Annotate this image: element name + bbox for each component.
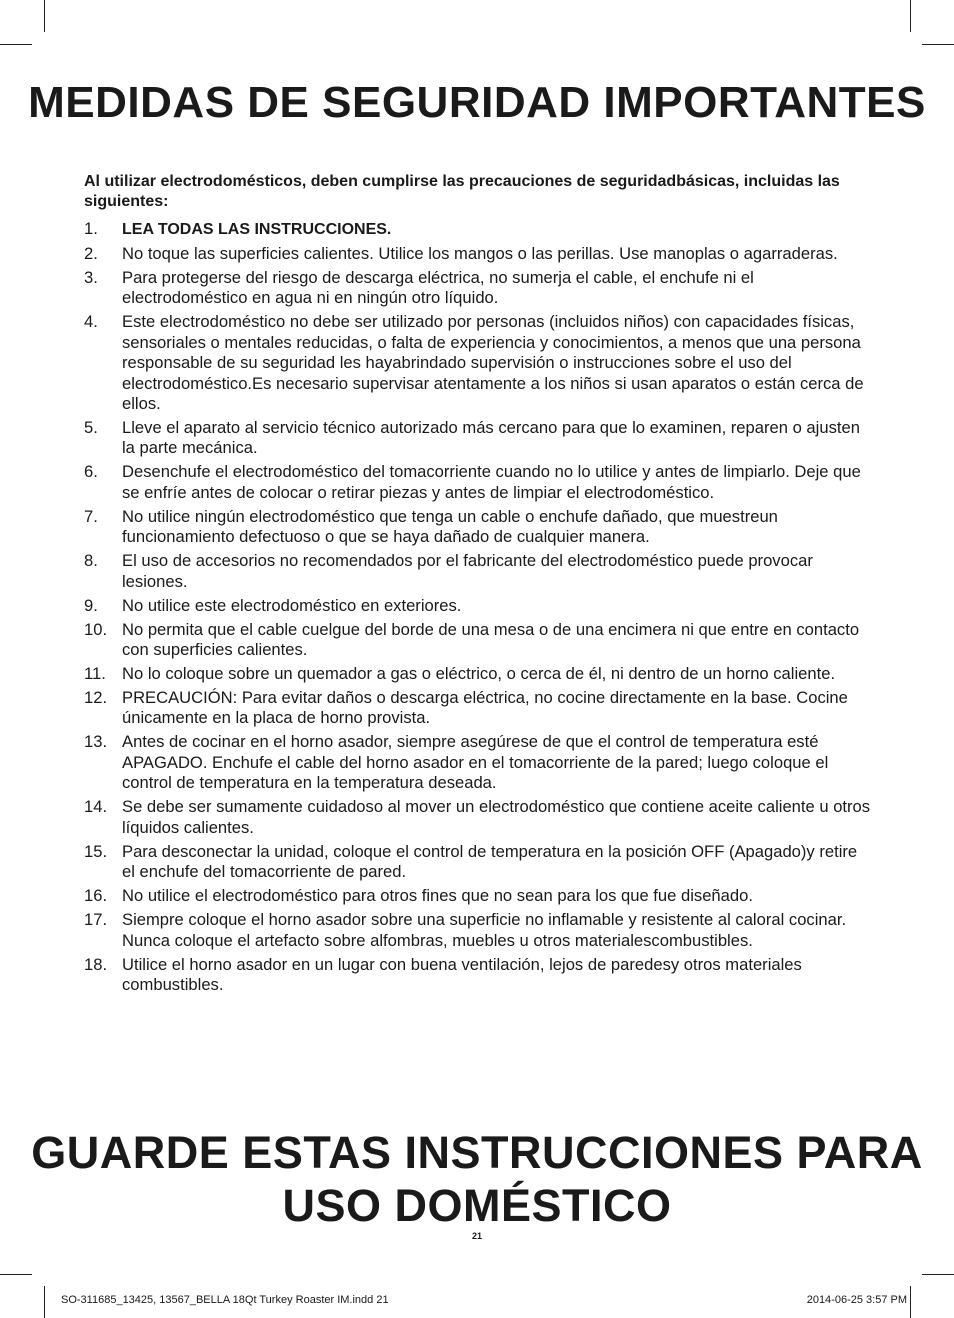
list-item: 12. PRECAUCIÓN: Para evitar daños o descarga eléctrica, no cocine directamente en la base. Cocine únicamente en la placa de horno provista. <box>84 688 848 728</box>
crop-mark <box>0 1274 32 1275</box>
safety-list <box>84 219 874 999</box>
list-item: 17. Siempre coloque el horno asador sobre una superficie no inflamable y resistente al caloral cocinar. Nunca coloque el artefacto sobre alfombras, muebles u otros materialescombustibles. <box>84 910 847 950</box>
list-item: 2. No toque las superficies calientes. Utilice los mangos o las perillas. Use manoplas o agarraderas. <box>84 244 838 263</box>
list-item: 4. Este electrodoméstico no debe ser utilizado por personas (incluidos niños) con capacidades físicas, sensoriales o mentales reducidas, o falta de experiencia y conocimientos, a menos que una persona responsable de su seguridad les hayabrindado supervisión o instrucciones sobre el uso del electrodoméstico.Es necesario supervisar atentamente a los niños si usan aparatos o están cerca de ellos. <box>84 312 864 414</box>
list-item: 1. LEA TODAS LAS INSTRUCCIONES. <box>84 219 392 238</box>
closing-title: GUARDE ESTAS INSTRUCCIONES PARA USO DOMÉSTICO <box>31 1127 923 1231</box>
list-item: 18. Utilice el horno asador en un lugar con buena ventilación, lejos de paredesy otros materiales combustibles. <box>84 954 802 994</box>
list-item: 3. Para protegerse del riesgo de descarga eléctrica, no sumerja el cable, el enchufe ni el electrodoméstico en agua ni en ningún otro líquido. <box>84 268 754 308</box>
page-number: 21 <box>471 1231 482 1241</box>
list-item: 9. No utilice este electrodoméstico en exteriores. <box>84 595 462 615</box>
list-item: 8. El uso de accesorios no recomendados por el fabricante del electrodoméstico puede provocar lesiones. <box>84 551 813 591</box>
list-item: 13. Antes de cocinar en el horno asador, siempre asegúrese de que el control de temperatura esté APAGADO. Enchufe el cable del horno asador en el tomacorriente de la pared; luego coloque el control de temperatura en la temperatura deseada. <box>84 732 829 793</box>
list-item: 5. Lleve el aparato al servicio técnico autorizado más cercano para que lo examinen, reparen o ajusten la parte mecánica. <box>84 418 860 458</box>
footer-timestamp: 2014-06-25 3:57 PM <box>806 1294 907 1306</box>
list-item: 7. No utilice ningún electrodoméstico que tenga un cable o enchufe dañado, que muestreun funcionamiento defectuoso o que se haya dañado de cualquier manera. <box>84 506 778 547</box>
list-item: 11. No lo coloque sobre un quemador a gas o eléctrico, o cerca de él, ni dentro de un horno caliente. <box>84 664 836 684</box>
list-item: 15. Para desconectar la unidad, coloque el control de temperatura en la posición OFF (Apagado)y retire el enchufe del tomacorriente de pared. <box>84 841 858 882</box>
list-item: 6. Desenchufe el electrodoméstico del tomacorriente cuando no lo utilice y antes de limpiarlo. Deje que se enfríe antes de colocar o retirar piezas y antes de limpiar el electrodoméstico. <box>84 462 861 502</box>
crop-mark <box>44 0 45 32</box>
crop-mark <box>910 0 911 32</box>
crop-mark <box>910 1286 911 1318</box>
list-item: 14. Se debe ser sumamente cuidadoso al mover un electrodoméstico que contiene aceite caliente u otros líquidos calientes. <box>84 797 871 837</box>
intro-text: Al utilizar electrodomésticos, deben cumplirse las precauciones de seguridadbásicas, incluidas las siguientes: <box>84 173 840 210</box>
crop-mark <box>44 1286 45 1318</box>
crop-mark <box>922 44 954 45</box>
page-title: MEDIDAS DE SEGURIDAD IMPORTANTES <box>28 78 926 127</box>
list-item: 10. No permita que el cable cuelgue del borde de una mesa o de una encimera ni que entre en contacto con superficies calientes. <box>84 619 860 660</box>
list-item: 16. No utilice el electrodoméstico para otros fines que no sean para los que fue diseñado. <box>84 886 753 906</box>
crop-mark <box>922 1274 954 1275</box>
footer-filename: SO-311685_13425, 13567_BELLA 18Qt Turkey Roaster IM.indd 21 <box>61 1294 389 1306</box>
crop-mark <box>0 44 32 45</box>
